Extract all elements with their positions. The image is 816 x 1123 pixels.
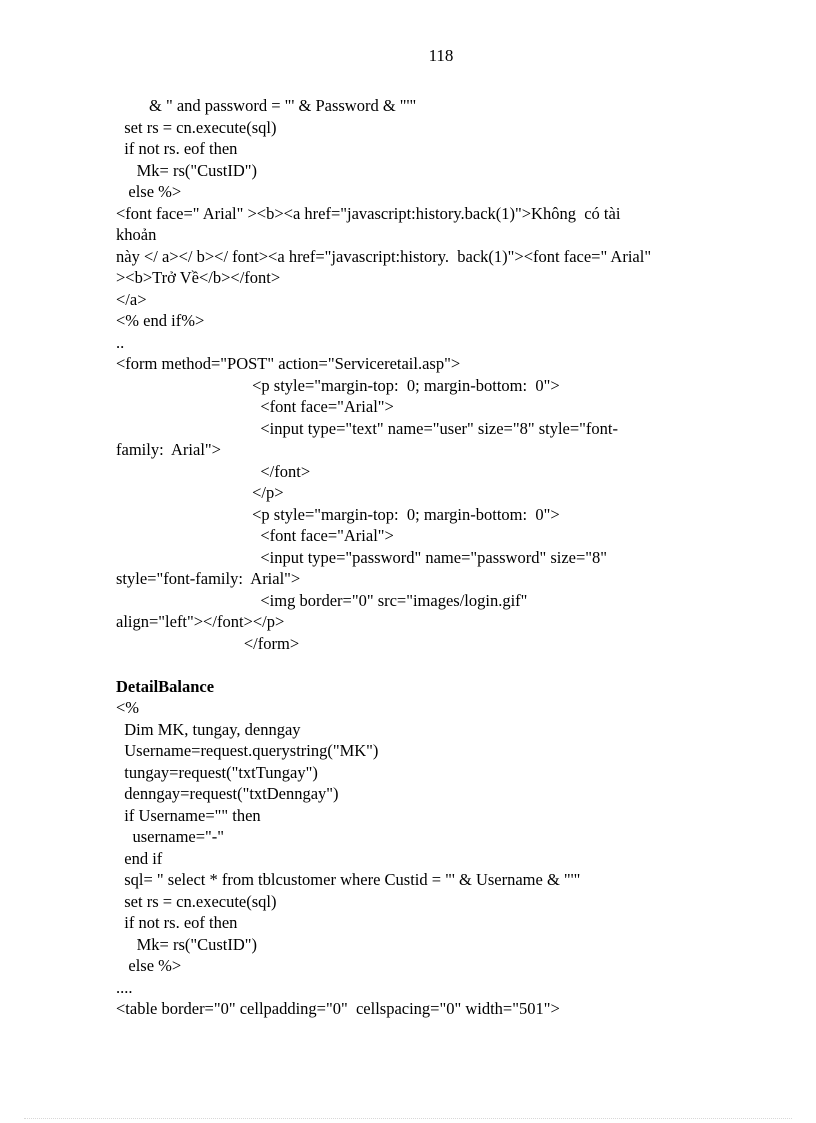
code-line: Username=request.querystring("MK"): [116, 741, 379, 760]
code-line: Mk= rs("CustID"): [116, 160, 258, 180]
code-line: </form>: [116, 633, 300, 653]
code-line: <p style="margin-top: 0; margin-bottom: 0">: [116, 375, 560, 395]
code-line: khoản: [116, 225, 157, 244]
code-line: <%: [116, 698, 140, 717]
code-line: username="-": [116, 827, 224, 846]
code-line: if Username="" then: [116, 805, 261, 825]
code-line: & " and password = "' & Password & "'": [116, 96, 417, 115]
code-line: if not rs. eof then: [116, 139, 238, 158]
code-line: Dim MK, tungay, denngay: [116, 719, 301, 739]
code-line: <% end if%>: [116, 311, 205, 330]
code-line: <input type="text" name="user" size="8" style="font-: [116, 418, 618, 438]
code-line: ..: [116, 332, 125, 352]
code-line: </a>: [116, 289, 147, 309]
code-line: tungay=request("txtTungay"): [116, 762, 318, 782]
code-line: if not rs. eof then: [116, 913, 238, 932]
page-number: 118: [428, 46, 454, 65]
code-line: <p style="margin-top: 0; margin-bottom: 0">: [116, 504, 560, 524]
code-line: này </ a></ b></ font><a href="javascript:history. back(1)"><font face=" Arial": [116, 246, 652, 266]
code-line: </p>: [116, 483, 284, 502]
code-line: <img border="0" src="images/login.gif": [116, 590, 528, 610]
code-line: set rs = cn.execute(sql): [116, 891, 277, 911]
code-line: </font>: [116, 461, 311, 481]
code-line: <table border="0" cellpadding="0" cellspacing="0" width="501">: [116, 999, 560, 1018]
page-bottom-divider: [24, 1118, 792, 1119]
code-line: <input type="password" name="password" size="8": [116, 547, 607, 567]
code-line: <form method="POST" action="Serviceretail.asp">: [116, 354, 461, 373]
code-line: else %>: [116, 182, 182, 201]
code-line: Mk= rs("CustID"): [116, 934, 258, 954]
code-line: <font face=" Arial" ><b><a href="javascript:history.back(1)">Không có tài: [116, 203, 621, 223]
code-line: else %>: [116, 956, 182, 975]
code-line: align="left"></font></p>: [116, 612, 285, 631]
code-line: end if: [116, 848, 163, 868]
code-line: <font face="Arial">: [116, 397, 394, 416]
code-line: sql= " select * from tblcustomer where Custid = "' & Username & "'": [116, 870, 581, 889]
code-line: family: Arial">: [116, 440, 221, 459]
code-line: ....: [116, 977, 133, 997]
code-line: denngay=request("txtDenngay"): [116, 784, 339, 803]
code-line: set rs = cn.execute(sql): [116, 117, 277, 137]
section-heading: DetailBalance: [116, 676, 215, 696]
code-line: style="font-family: Arial">: [116, 569, 301, 588]
code-line: [116, 654, 746, 676]
document-body: [116, 95, 746, 1020]
code-line: ><b>Trở Về</b></font>: [116, 268, 281, 287]
code-line: <font face="Arial">: [116, 526, 394, 545]
